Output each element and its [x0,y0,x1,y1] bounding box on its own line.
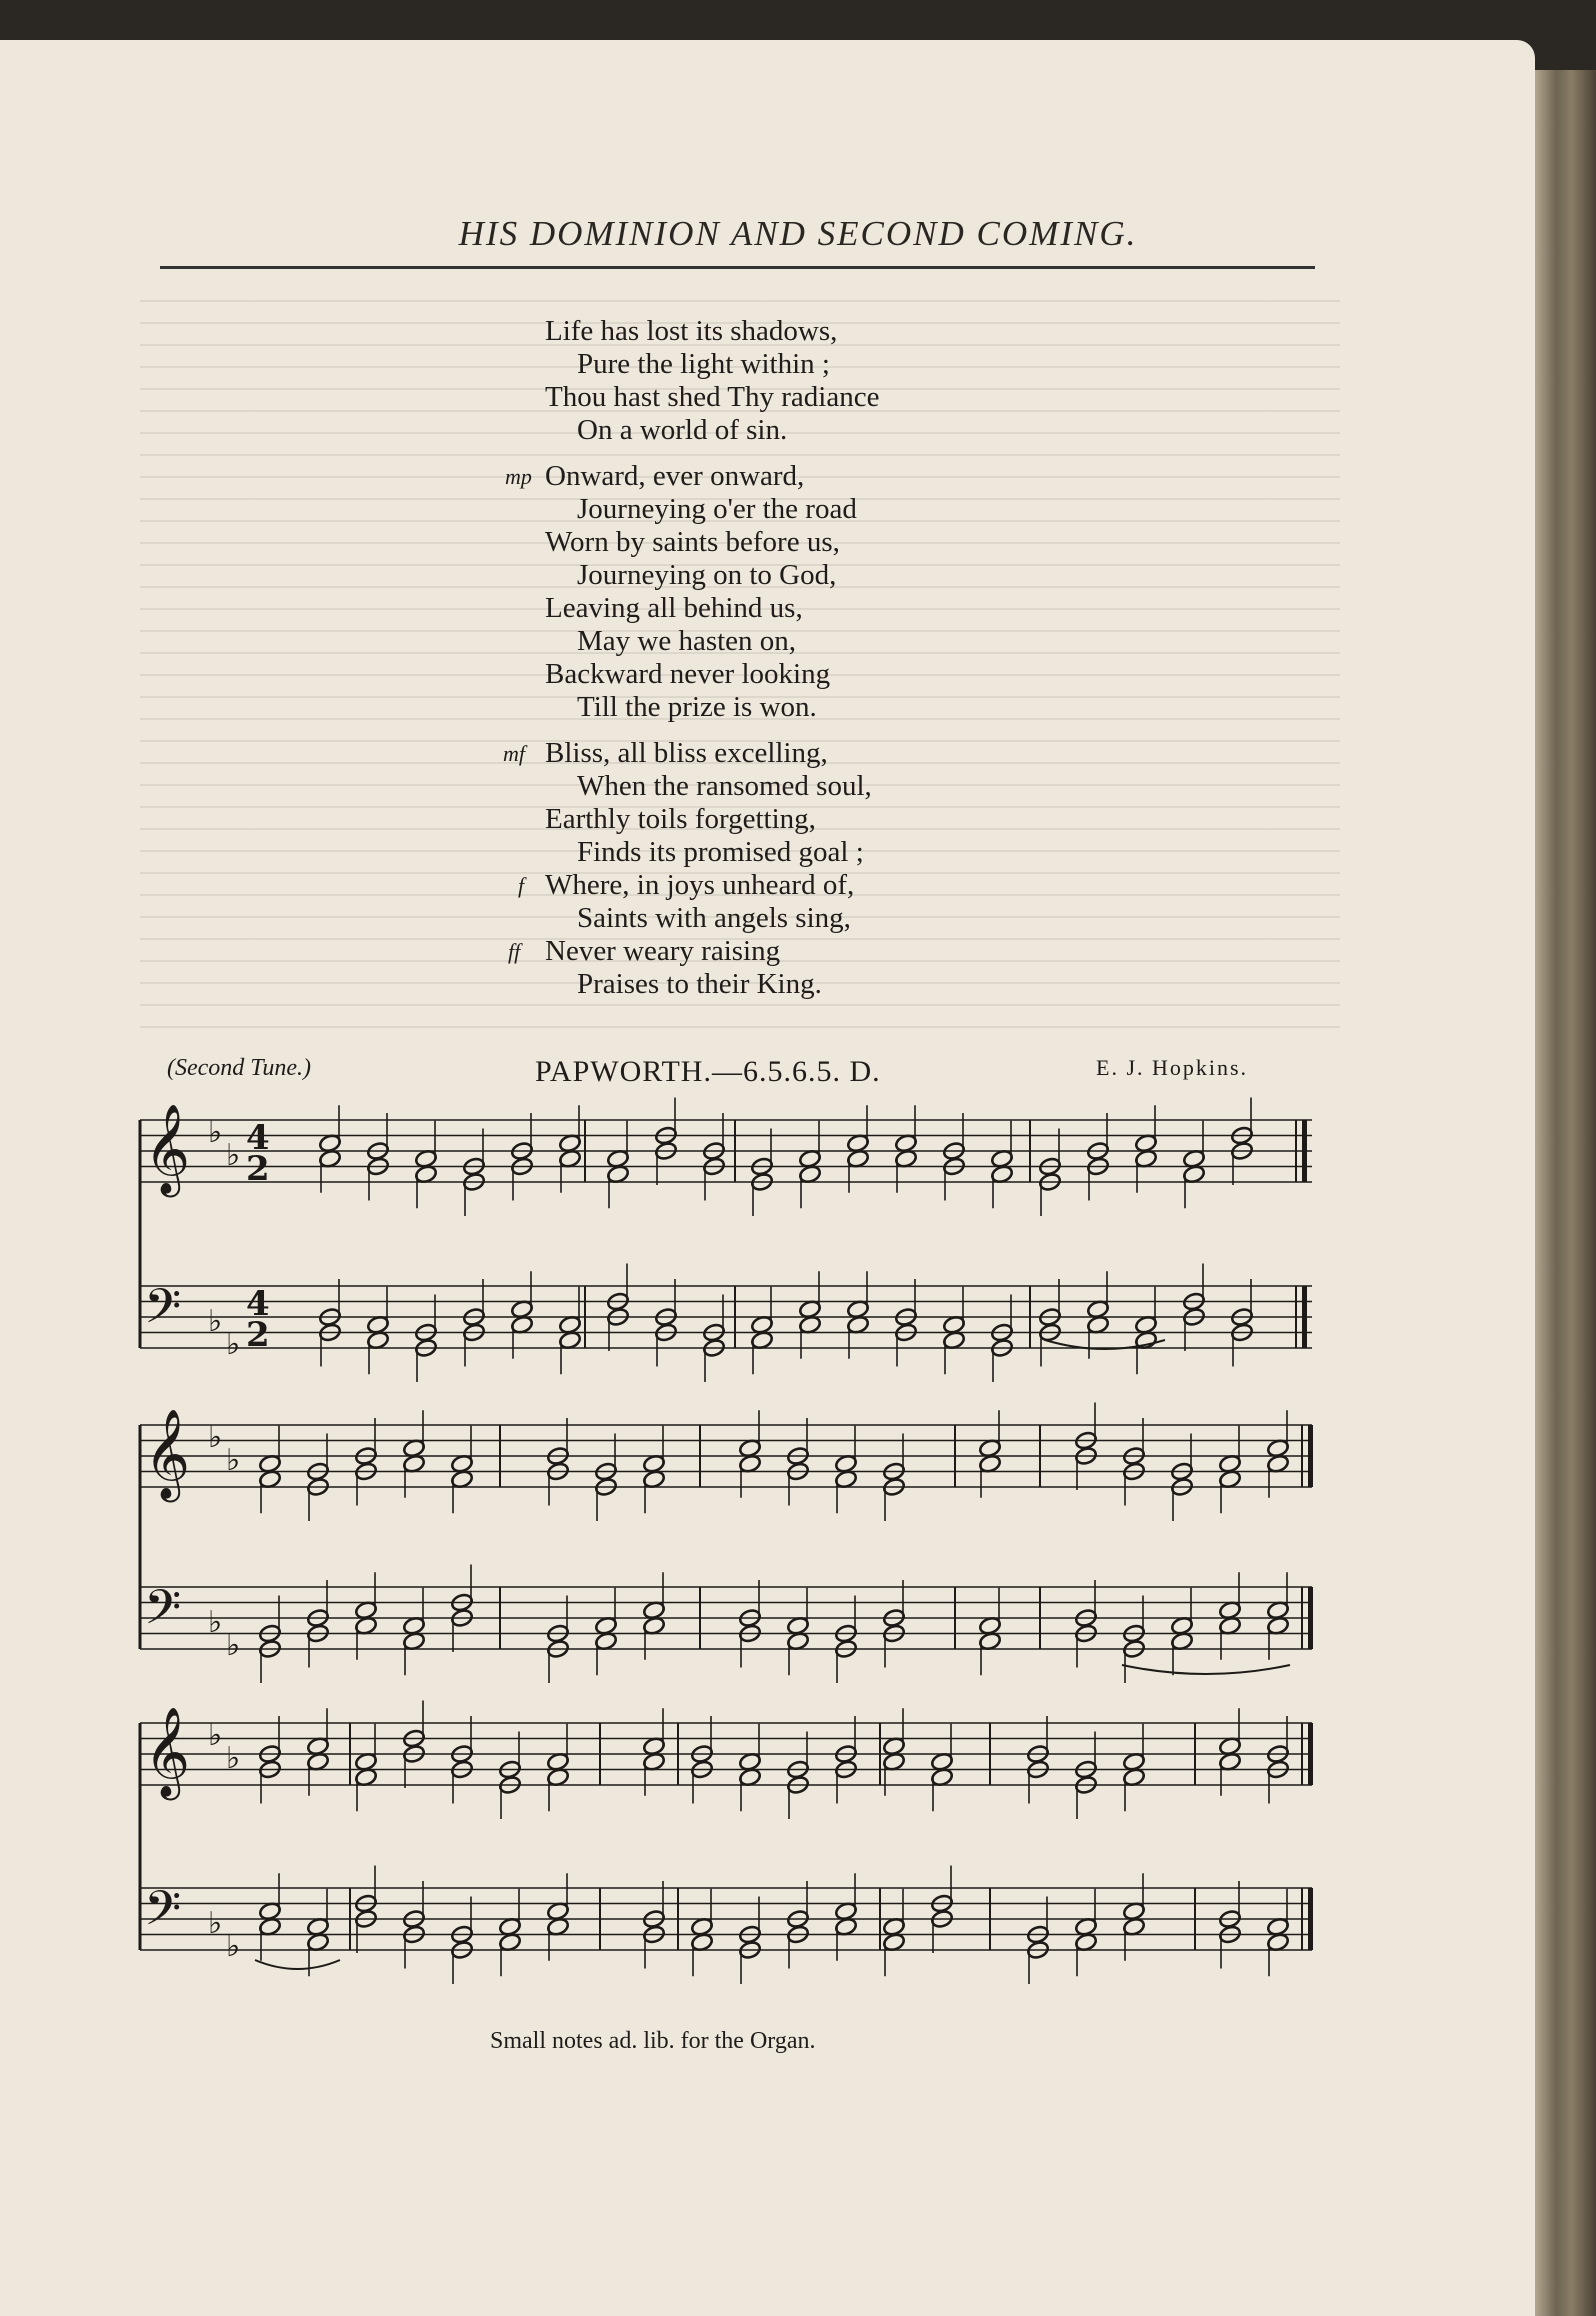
bass-clef-icon: 𝄢 [144,1579,182,1647]
verse-line: Pure the light within ; [577,348,830,380]
time-signature-bottom: 2 [246,1149,270,1189]
flat-icon: ♭ [226,1443,241,1478]
final-barline [1308,1425,1313,1487]
bass-clef-icon: 𝄢 [144,1880,182,1948]
time-signature-top: 4 [246,1284,270,1324]
final-barline [1308,1587,1313,1649]
flat-icon: ♭ [208,1605,223,1640]
time-signature-top: 4 [246,1118,270,1158]
verse-line: Till the prize is won. [577,691,817,723]
final-barline [1302,1286,1307,1348]
flat-icon: ♭ [208,1304,223,1339]
flat-icon: ♭ [226,1628,241,1663]
tune-name: PAPWORTH.—6.5.6.5. D. [535,1055,881,1088]
treble-clef-icon: 𝄞 [144,1409,191,1499]
flat-icon: ♭ [226,1929,241,1964]
time-signature-bottom: 2 [246,1315,270,1355]
footnote: Small notes ad. lib. for the Organ. [490,2028,816,2054]
verse-line: Thou hast shed Thy radiance [545,381,880,413]
page-header: HIS DOMINION AND SECOND COMING. [458,214,1138,253]
flat-icon: ♭ [208,1115,223,1150]
verse-line: Bliss, all bliss excelling, [545,737,828,769]
tune-composer: E. J. Hopkins. [1096,1055,1249,1080]
verse-line: Backward never looking [545,658,831,690]
verse-line: Journeying o'er the road [577,493,857,525]
flat-icon: ♭ [208,1718,223,1753]
verse-line: Life has lost its shadows, [545,315,838,347]
flat-icon: ♭ [226,1138,241,1173]
bass-clef-icon: 𝄢 [144,1278,182,1346]
verse-line: On a world of sin. [577,414,788,446]
verse-line: May we hasten on, [577,625,797,657]
dynamic-marking: mf [503,741,525,766]
dynamic-marking: f [518,873,525,898]
verse-line: Finds its promised goal ; [577,836,864,868]
verse-line: Never weary raising [545,935,781,967]
dynamic-marking: ff [508,939,521,964]
flat-icon: ♭ [226,1741,241,1776]
flat-icon: ♭ [208,1906,223,1941]
verse-line: Journeying on to God, [577,559,837,591]
verse-line: Leaving all behind us, [545,592,803,624]
final-barline [1302,1120,1307,1182]
dynamic-marking: mp [505,464,532,489]
slur [255,1960,340,1969]
tune-label: (Second Tune.) [167,1055,311,1081]
final-barline [1308,1723,1313,1785]
flat-icon: ♭ [208,1420,223,1455]
verse-line: Praises to their King. [577,968,822,1000]
verse-line: Where, in joys unheard of, [545,869,855,901]
final-barline [1308,1888,1313,1950]
verse-line: Worn by saints before us, [545,526,840,558]
verse-line: When the ransomed soul, [577,770,872,802]
verse-line: Earthly toils forgetting, [545,803,816,835]
flat-icon: ♭ [226,1327,241,1362]
treble-clef-icon: 𝄞 [144,1707,191,1797]
verse-line: Saints with angels sing, [577,902,851,934]
slur [1122,1665,1290,1674]
treble-clef-icon: 𝄞 [144,1104,191,1194]
verse-line: Onward, ever onward, [545,460,805,492]
